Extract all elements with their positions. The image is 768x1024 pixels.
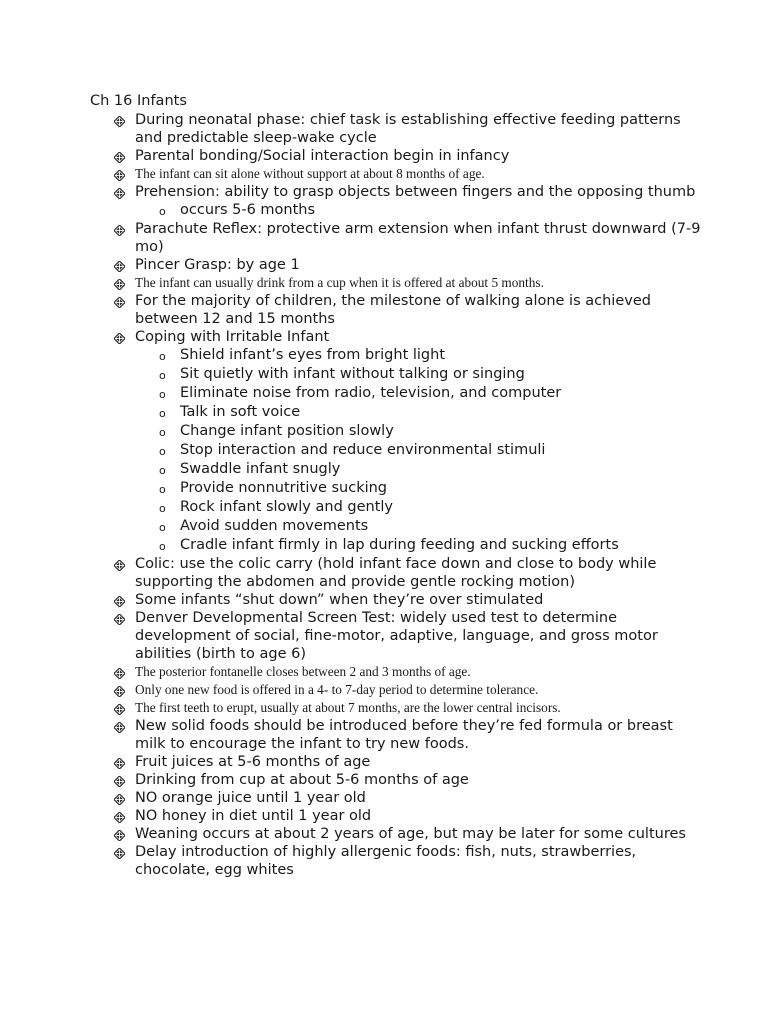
list-item-text: During neonatal phase: chief task is establishing effective feeding patterns and predictable sleep-wake cycle (135, 112, 681, 146)
diamond-bullet-icon (114, 150, 125, 161)
list-item-text: Colic: use the colic carry (hold infant face down and close to body while supporting the abdomen and provide gentle rocking motion) (135, 556, 657, 590)
circle-bullet-icon: o (159, 502, 166, 515)
list-item-text: Coping with Irritable Infant (135, 329, 330, 345)
diamond-bullet-icon (114, 828, 125, 839)
diamond-bullet-icon (114, 331, 125, 342)
diamond-bullet-icon (114, 846, 125, 857)
diamond-bullet-icon (114, 594, 125, 605)
diamond-bullet-icon (114, 666, 125, 677)
circle-bullet-icon: o (159, 426, 166, 439)
circle-bullet-icon: o (159, 445, 166, 458)
diamond-bullet-icon (114, 756, 125, 767)
bullet-list (90, 111, 701, 879)
list-item (90, 771, 705, 789)
diamond-bullet-icon (114, 720, 125, 731)
list-item-text: Parental bonding/Social interaction begin in infancy (135, 148, 510, 164)
circle-bullet-icon: o (159, 483, 166, 496)
sub-list-item (135, 384, 705, 403)
list-item (90, 663, 705, 681)
sub-list-item (135, 201, 705, 220)
sub-list-item-text: Sit quietly with infant without talking or singing (180, 366, 525, 382)
circle-bullet-icon: o (159, 369, 166, 382)
list-item-text: Weaning occurs at about 2 years of age, but may be later for some cultures (135, 826, 686, 842)
list-item (90, 825, 705, 843)
sub-list-item-text: Change infant position slowly (180, 423, 394, 439)
diamond-bullet-icon (114, 259, 125, 270)
list-item (90, 843, 705, 879)
diamond-bullet-icon (114, 295, 125, 306)
diamond-bullet-icon (114, 186, 125, 197)
list-item (90, 807, 705, 825)
sub-list-item-text: Stop interaction and reduce environmental stimuli (180, 442, 546, 458)
list-item-text: NO honey in diet until 1 year old (135, 808, 372, 824)
circle-bullet-icon: o (159, 407, 166, 420)
list-item-text: Pincer Grasp: by age 1 (135, 257, 300, 273)
sub-list-item-text: Avoid sudden movements (180, 518, 369, 534)
list-item-text: Denver Developmental Screen Test: widely used test to determine development of social, fine-motor, adaptive, language, and gross motor abilities (birth to age 6) (135, 610, 658, 662)
list-item-text: Only one new food is offered in a 4- to 7-day period to determine tolerance. (135, 682, 539, 697)
list-item-text: The posterior fontanelle closes between 2 and 3 months of age. (135, 664, 471, 679)
diamond-bullet-icon (114, 558, 125, 569)
diamond-bullet-icon (114, 702, 125, 713)
list-item (90, 591, 705, 609)
list-item (90, 220, 705, 256)
list-item (90, 609, 705, 663)
circle-bullet-icon: o (159, 521, 166, 534)
sub-list-item-text: Eliminate noise from radio, television, and computer (180, 385, 562, 401)
document-page (90, 92, 701, 879)
list-item-text: Prehension: ability to grasp objects between fingers and the opposing thumb (135, 184, 696, 200)
list-item-text: The infant can usually drink from a cup when it is offered at about 5 months. (135, 275, 544, 290)
list-item-text: The first teeth to erupt, usually at about 7 months, are the lower central incisors. (135, 700, 561, 715)
circle-bullet-icon: o (159, 540, 166, 553)
list-item-text: Fruit juices at 5-6 months of age (135, 754, 371, 770)
sub-list-item (135, 422, 705, 441)
list-item (90, 717, 705, 753)
list-item-text: Some infants “shut down” when they’re over stimulated (135, 592, 544, 608)
sub-list (135, 346, 705, 555)
sub-list-item (135, 460, 705, 479)
diamond-bullet-icon (114, 792, 125, 803)
sub-list-item (135, 346, 705, 365)
circle-bullet-icon: o (159, 350, 166, 363)
sub-list-item (135, 517, 705, 536)
list-item (90, 328, 705, 555)
sub-list-item-text: Swaddle infant snugly (180, 461, 341, 477)
diamond-bullet-icon (114, 223, 125, 234)
sub-list-item-text: Provide nonnutritive sucking (180, 480, 388, 496)
sub-list-item-text: Rock infant slowly and gently (180, 499, 393, 515)
diamond-bullet-icon (114, 810, 125, 821)
sub-list-item (135, 365, 705, 384)
diamond-bullet-icon (114, 277, 125, 288)
sub-list-item (135, 441, 705, 460)
sub-list-item (135, 403, 705, 422)
list-item-text: NO orange juice until 1 year old (135, 790, 366, 806)
list-item (90, 165, 705, 183)
sub-list-item (135, 536, 705, 555)
sub-list-item (135, 479, 705, 498)
list-item-text: Drinking from cup at about 5-6 months of age (135, 772, 469, 788)
list-item (90, 292, 705, 328)
sub-list-item-text: Cradle infant firmly in lap during feeding and sucking efforts (180, 537, 619, 553)
list-item-text: For the majority of children, the milestone of walking alone is achieved between 12 and 15 months (135, 293, 651, 327)
circle-bullet-icon: o (159, 464, 166, 477)
list-item-text: Delay introduction of highly allergenic foods: fish, nuts, strawberries, chocolate, egg whites (135, 844, 637, 878)
circle-bullet-icon: o (159, 388, 166, 401)
list-item (90, 789, 705, 807)
list-item (90, 681, 705, 699)
list-item (90, 555, 705, 591)
sub-list-item-text: occurs 5-6 months (180, 202, 316, 218)
circle-bullet-icon: o (159, 205, 166, 218)
list-item-text: The infant can sit alone without support at about 8 months of age. (135, 166, 485, 181)
list-item-text: New solid foods should be introduced before they’re fed formula or breast milk to encourage the infant to try new foods. (135, 718, 673, 752)
diamond-bullet-icon (114, 684, 125, 695)
list-item (90, 753, 705, 771)
diamond-bullet-icon (114, 612, 125, 623)
sub-list-item-text: Talk in soft voice (180, 404, 301, 420)
sub-list (135, 201, 705, 220)
diamond-bullet-icon (114, 774, 125, 785)
list-item (90, 699, 705, 717)
sub-list-item-text: Shield infant’s eyes from bright light (180, 347, 446, 363)
document-title: Ch 16 Infants (90, 93, 187, 109)
list-item (90, 147, 705, 165)
list-item (90, 256, 705, 274)
list-item (90, 111, 705, 147)
list-item (90, 183, 705, 220)
diamond-bullet-icon (114, 168, 125, 179)
list-item-text: Parachute Reflex: protective arm extension when infant thrust downward (7-9 mo) (135, 221, 701, 255)
list-item (90, 274, 705, 292)
sub-list-item (135, 498, 705, 517)
diamond-bullet-icon (114, 114, 125, 125)
